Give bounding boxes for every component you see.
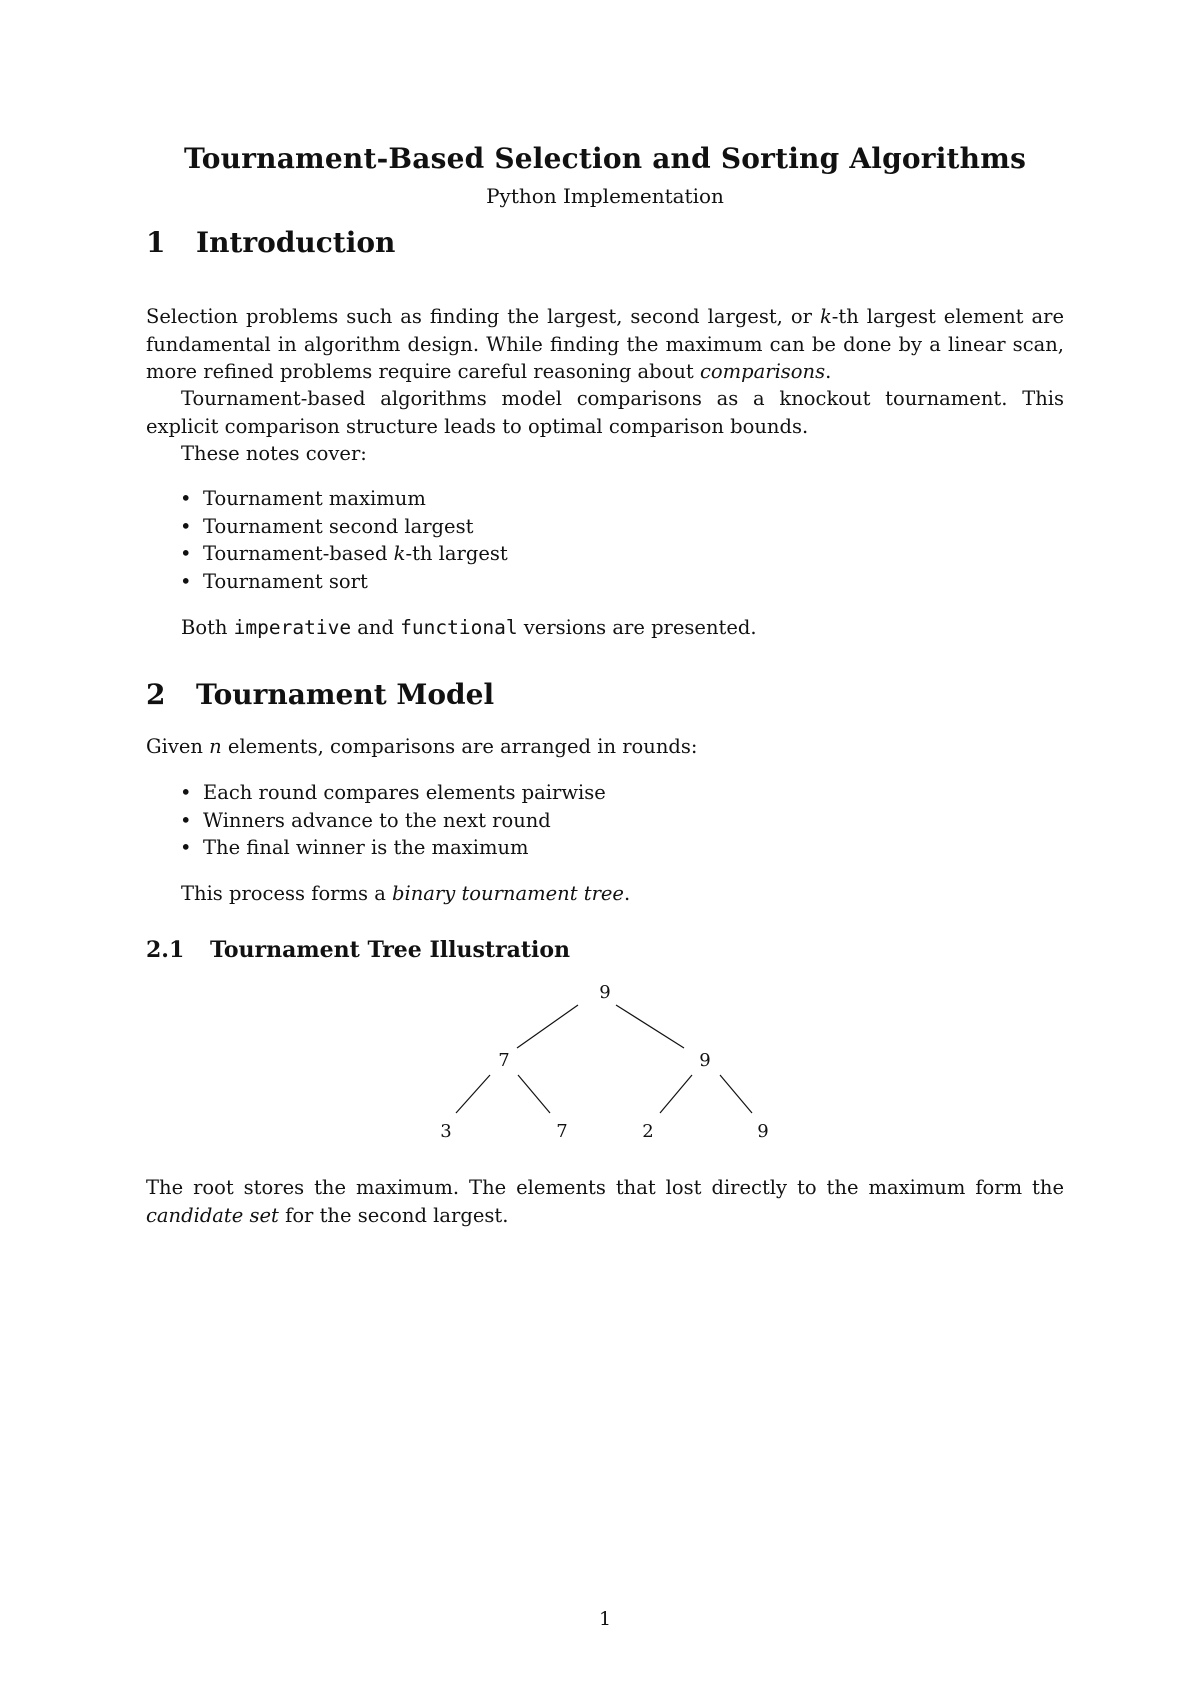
keyword-functional: functional	[400, 616, 518, 639]
bullet-icon: •	[180, 487, 192, 510]
text-run: Selection problems such as finding the largest, second largest, or	[146, 305, 820, 328]
bullet-icon: •	[180, 569, 192, 593]
list-item-text: Tournament maximum	[203, 487, 426, 510]
text-run: .	[825, 360, 832, 383]
edge-root-left	[517, 1005, 578, 1048]
text-run: Given	[146, 735, 210, 758]
bullet-icon: •	[180, 781, 192, 804]
section-title: Tournament Model	[196, 678, 495, 711]
tree-node-level1-right: 9	[699, 1050, 711, 1071]
document-page	[146, 0, 1064, 1696]
document-subtitle: Python Implementation	[486, 184, 724, 208]
tree-leaf-3: 2	[642, 1121, 654, 1142]
tree-leaf-2: 7	[556, 1121, 568, 1142]
tree-leaf-1: 3	[440, 1121, 452, 1142]
bullet-icon: •	[180, 514, 192, 538]
edge-right-right	[720, 1075, 752, 1113]
tree-node-root: 9	[599, 982, 611, 1003]
text-run: Both	[181, 616, 234, 639]
text-run: This process forms a	[181, 882, 393, 905]
document-title: Tournament-Based Selection and Sorting Algorithms	[183, 142, 1027, 175]
tree-node-level1-left: 7	[498, 1050, 510, 1071]
intro-paragraph-2: Tournament-based algorithms model comparisons as a knockout tournament. This explicit comparison structure leads to optimal comparison bounds.	[146, 387, 1064, 438]
text-run: elements, comparisons are arranged in rounds:	[221, 735, 698, 758]
section-title: Introduction	[196, 226, 396, 259]
subsection-number: 2.1	[146, 937, 185, 963]
bullet-icon: •	[180, 836, 192, 859]
emphasis-candidate-set: candidate set	[146, 1203, 279, 1227]
tree-nodes	[440, 982, 768, 1142]
math-n: n	[209, 735, 222, 758]
edge-right-left	[660, 1075, 692, 1113]
bullet-icon: •	[180, 808, 192, 832]
text-run: versions are presented.	[517, 616, 757, 639]
edge-left-left	[456, 1075, 490, 1113]
section-number: 2	[146, 678, 166, 711]
tournament-tree-diagram	[146, 0, 1064, 1696]
edge-left-right	[518, 1075, 550, 1113]
emphasis-comparisons: comparisons	[699, 360, 826, 383]
list-item-text: The final winner is the maximum	[203, 836, 529, 859]
list-item-text: -th largest	[405, 542, 508, 565]
text-run: -th largest element are fundamental in algorithm design. While finding the maximum can be done by a linear scan, more refined problems require careful reasoning about	[146, 305, 1065, 383]
page-number: 1	[598, 1608, 612, 1630]
edge-root-right	[616, 1005, 684, 1048]
list-item-text: Tournament sort	[203, 569, 368, 593]
math-k: k	[393, 542, 406, 565]
tree-leaf-4: 9	[757, 1121, 769, 1142]
section-number: 1	[146, 226, 166, 259]
text-run: for the second largest.	[278, 1203, 509, 1227]
list-item-text: Each round compares elements pairwise	[203, 781, 606, 804]
bullet-icon: •	[180, 542, 192, 565]
text-run: The root stores the maximum. The elements that lost directly to the maximum form the	[146, 1176, 1064, 1199]
text-run: and	[351, 616, 401, 639]
math-k: k	[819, 305, 832, 328]
list-item-text: Tournament second largest	[203, 514, 474, 538]
intro-paragraph-3: These notes cover:	[181, 442, 367, 465]
emphasis-binary-tournament-tree: binary tournament tree	[392, 882, 624, 905]
list-item-text: Winners advance to the next round	[203, 808, 551, 832]
text-run: .	[623, 882, 631, 905]
tree-explanation-paragraph	[146, 1174, 1064, 1229]
keyword-imperative: imperative	[233, 616, 352, 639]
subsection-title: Tournament Tree Illustration	[210, 937, 571, 963]
list-item-text: Tournament-based	[203, 542, 394, 565]
